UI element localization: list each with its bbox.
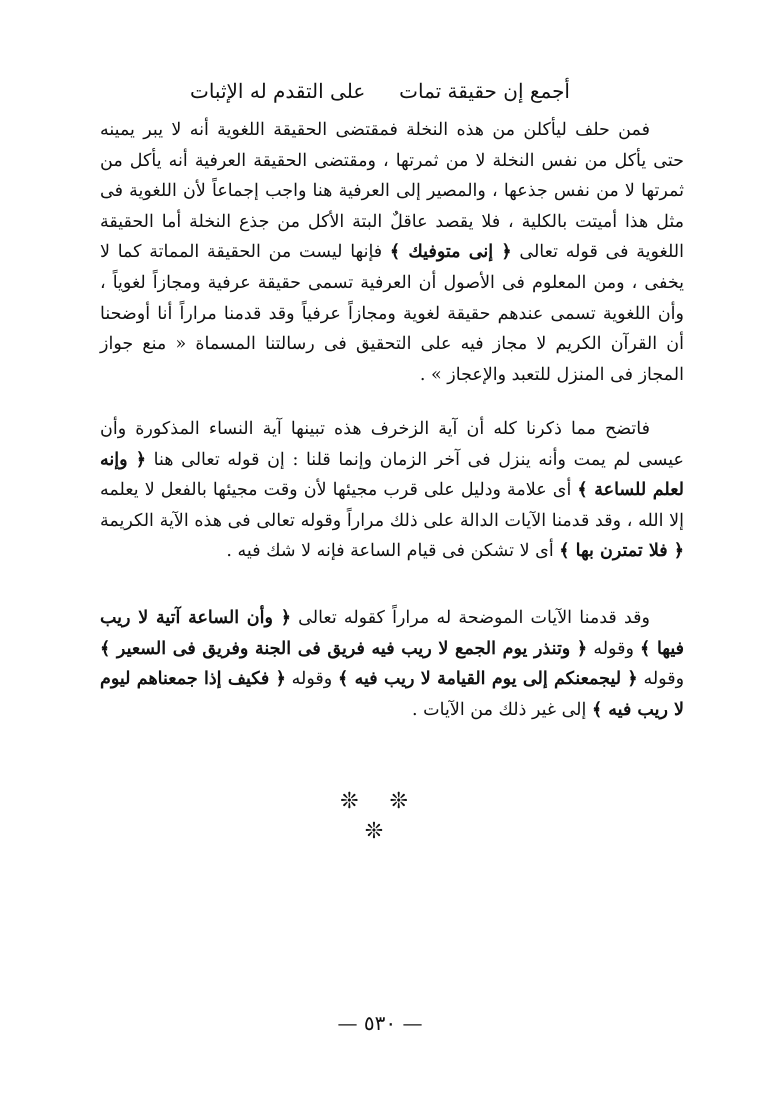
paragraph-2-text: أى علامة ودليل على قرب مجيئها لأن وقت مجيئها بالفعل لا يعلمه إلا الله ، وقد قدمنا الآيات الدالة على ذلك مراراً وقوله تعالى فى هذه الآية الكريمة bbox=[100, 480, 684, 531]
paragraph-2-text: فاتضح مما ذكرنا كله أن آية الزخرف هذه تبينها آية النساء المذكورة وأن عيسى لم يمت وأنه ينزل فى آخر الزمان وإنما قلنا : إن قوله تعالى هنا bbox=[100, 419, 684, 470]
header-left-verse: على التقدم له الإثبات bbox=[190, 79, 366, 103]
page-number: — ٥٣٠ — bbox=[337, 1011, 423, 1035]
section-separator: ❊ ❊ ❊ bbox=[340, 789, 420, 844]
running-header bbox=[190, 76, 570, 106]
quran-verse: ﴿ فكيف إذا جمعناهم ليوم لا ريب فيه ﴾ bbox=[100, 669, 684, 720]
paragraph-1-text: فإنها ليست من الحقيقة المماتة كما لا يخفى ، ومن المعلوم فى الأصول أن العرفية تسمى حقيقة عرفية ومجازاً لغوياً ، وأن اللغوية تسمى عندهم حقيقة لغوية ومجازاً عرفياً وقد قدمنا مراراً أنا أوضحنا أن القرآن الكريم لا مجاز فيه على التحقيق فى رسالتنا المسماة « منع جواز المجاز فى المنزل للتعبد والإعجاز » . bbox=[100, 242, 684, 385]
header-right-verse: أجمع إن حقيقة تمات bbox=[399, 79, 570, 103]
quran-verse: ﴿ وأن الساعة آتية لا ريب فيها ﴾ bbox=[100, 608, 684, 659]
paragraph-2-text: أى لا تشكن فى قيام الساعة فإنه لا شك فيه . bbox=[226, 541, 560, 562]
paragraph-3-text: وقوله bbox=[587, 638, 641, 659]
paragraph-3-text: وقوله bbox=[637, 669, 685, 690]
paragraph-2 bbox=[100, 414, 684, 567]
paragraph-1 bbox=[100, 115, 684, 390]
quran-verse: ﴿ فلا تمترن بها ﴾ bbox=[559, 541, 684, 562]
quran-verse: ﴿ وتنذر يوم الجمع لا ريب فيه فريق فى الجنة وفريق فى السعير ﴾ bbox=[100, 638, 588, 659]
paragraph-1-text: فمن حلف ليأكلن من هذه النخلة فمقتضى الحقيقة اللغوية أنه لا يبر يمينه حتى يأكل من نفس النخلة لا من ثمرتها ، ومقتضى الحقيقة العرفية أنه يأكل من ثمرتها لا من نفس جذعها ، والمصير إلى العرفية هنا واجب إجماعاً لأن اللغوية فى مثل هذا أميتت بالكلية ، فلا يقصد عاقلٌ البتة الأكل من جذع النخلة أما الحقيقة اللغوية فى قوله تعالى bbox=[100, 120, 684, 263]
paragraph-3-text: وقد قدمنا الآيات الموضحة له مراراً كقوله تعالى bbox=[290, 608, 650, 628]
paragraph-3-text: وقوله bbox=[285, 669, 339, 690]
paragraph-3 bbox=[100, 603, 684, 725]
paragraph-3-text: إلى غير ذلك من الآيات . bbox=[412, 699, 592, 720]
quran-verse: ﴿ إنى متوفيك ﴾ bbox=[389, 242, 512, 263]
quran-verse: ﴿ ليجمعنكم إلى يوم القيامة لا ريب فيه ﴾ bbox=[338, 669, 638, 690]
quran-verse: ﴿ وإنه لعلم للساعة ﴾ bbox=[100, 449, 684, 501]
